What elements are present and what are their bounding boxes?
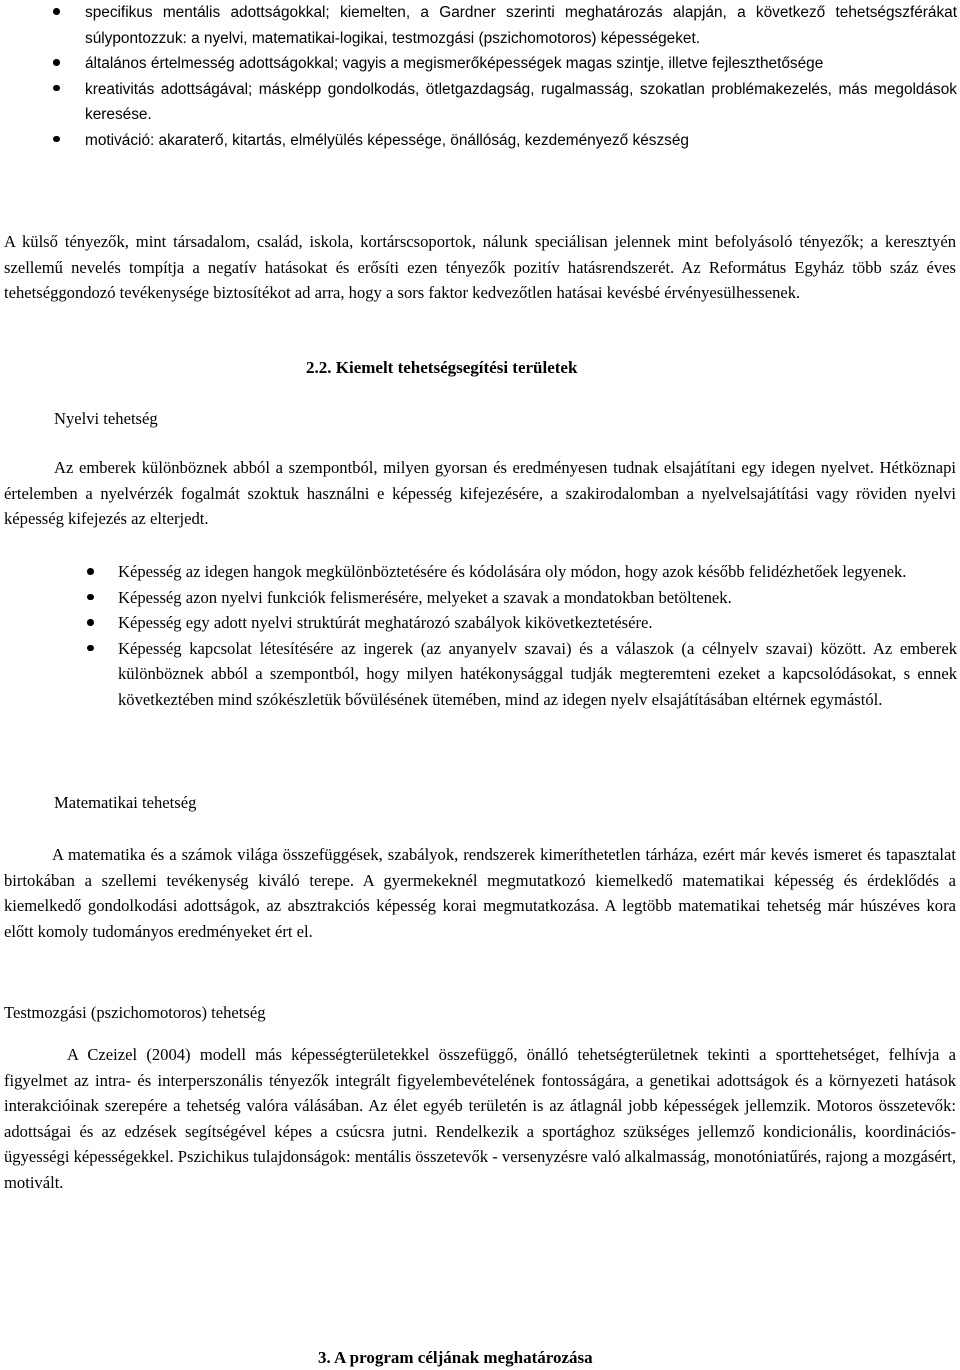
list-item: motiváció: akaraterő, kitartás, elmélyülés képessége, önállóság, kezdeményező készség (0, 128, 957, 154)
list-item: Képesség egy adott nyelvi struktúrát meghatározó szabályok kikövetkeztetésére. (0, 610, 957, 636)
bullet-icon (53, 8, 60, 15)
section-heading: 3. A program céljának meghatározása (318, 1348, 593, 1367)
list-item: kreativitás adottságával; másképp gondolkodás, ötletgazdagság, rugalmasság, szokatlan problémakezelés, más megoldások keresése. (0, 77, 957, 128)
language-bullet-list (0, 559, 957, 713)
list-item: Képesség kapcsolat létesítésére az ingerek (az anyanyelv szavai) és a válaszok (a célnyelv szavai) között. Az emberek különböznek abból a szempontból, hogy milyen hatékonysággal tudják megteremteni ezeket a kapcsolódásokat, s ennek következtében mind szókészletük bővülésének ütemében, mind az idegen nyelv elsajátításában eltérnek egymástól. (0, 636, 957, 713)
math-talent-label: Matematikai tehetség (54, 793, 197, 812)
intro-bullet-block (0, 0, 957, 154)
intro-bullet-list (0, 0, 957, 154)
external-factors-paragraph: A külső tényezők, mint társadalom, család, iskola, kortárscsoportok, nálunk speciálisan jelennek mint befolyásoló tényezők; a keresztyén szellemű nevelés tompítja a negatív hatásokat és erősíti ezen tényezők pozitív hatásrendszerét. Az Református Egyház több száz éves tehetséggondozó tevékenysége biztosítékot ad arra, hogy a sors faktor kedvezőtlen hatásai kevésbé érvényesülhessenek. (4, 232, 956, 303)
language-talent-label: Nyelvi tehetség (54, 409, 158, 428)
motor-talent-label: Testmozgási (pszichomotoros) tehetség (4, 1003, 266, 1022)
bullet-icon (87, 594, 94, 601)
bullet-icon (53, 136, 60, 143)
list-item: általános értelmesség adottságokkal; vagyis a megismerőképességek magas szintje, illetve fejleszthetősége (0, 51, 957, 77)
list-item: Képesség az idegen hangok megkülönböztetésére és kódolására oly módon, hogy azok később felidézhetőek legyenek. (0, 559, 957, 585)
list-item: Képesség azon nyelvi funkciók felismerésére, melyeket a szavak a mondatokban betöltenek. (0, 585, 957, 611)
math-talent-paragraph: A matematika és a számok világa összefüggések, szabályok, rendszerek kimeríthetetlen tárháza, ezért már kevés ismeret és tapasztalat birtokában a szellemi tevékenység kiváló terepe. A gyermekeknél megmutatkozó kiemelkedő matematikai képesség és érdeklődés a kiemelkedő gondolkodási adottságok, az absztrakciós képesség korai megmutatkozása. A legtöbb matematikai tehetség már húszéves kora előtt komoly tudományos eredményeket ért el. (4, 845, 956, 941)
bullet-icon (87, 619, 94, 626)
language-bullet-block (0, 559, 957, 713)
list-item: specifikus mentális adottságokkal; kiemelten, a Gardner szerinti meghatározás alapján, a következő tehetségszférákat súlypontozzuk: a nyelvi, matematikai-logikai, testmozgási (pszichomotoros) képességeket. (0, 0, 957, 51)
bullet-icon (53, 59, 60, 66)
bullet-icon (87, 645, 94, 652)
section-heading: 2.2. Kiemelt tehetségsegítési területek (306, 358, 578, 377)
bullet-icon (87, 568, 94, 575)
language-talent-paragraph: Az emberek különböznek abból a szempontból, milyen gyorsan és eredményesen tudnak elsajátítani egy idegen nyelvet. Hétköznapi értelemben a nyelvérzék fogalmát szoktuk használni e képesség kifejezésére, a szakirodalomban a nyelvelsajátítási vagy röviden nyelvi képesség kifejezés az elterjedt. (4, 458, 956, 529)
bullet-icon (53, 85, 60, 92)
motor-talent-paragraph: A Czeizel (2004) modell más képességterületekkel összefüggő, önálló tehetségterületnek tekinti a sporttehetséget, felhívja a figyelmet az intra- és interperszonális tényezők integrált figyelembevételének fontosságára, a genetikai adottságok és a környezeti hatások interakcióinak szerepére a tehetség valóra válásában. Az élet egyéb területén is az átlagnál jobb képességek jellemzik. Motoros összetevők: adottságai és az edzések segítségével képes a csúcsra jutni. Rendelkezik a sportághoz szükséges jellemző kondicionális, koordinációs-ügyességi képességekkel. Pszichikus tulajdonságok: mentális összetevők - versenyzésre való alkalmasság, monotóniatűrés, rajong a mozgásért, motivált. (4, 1045, 956, 1192)
